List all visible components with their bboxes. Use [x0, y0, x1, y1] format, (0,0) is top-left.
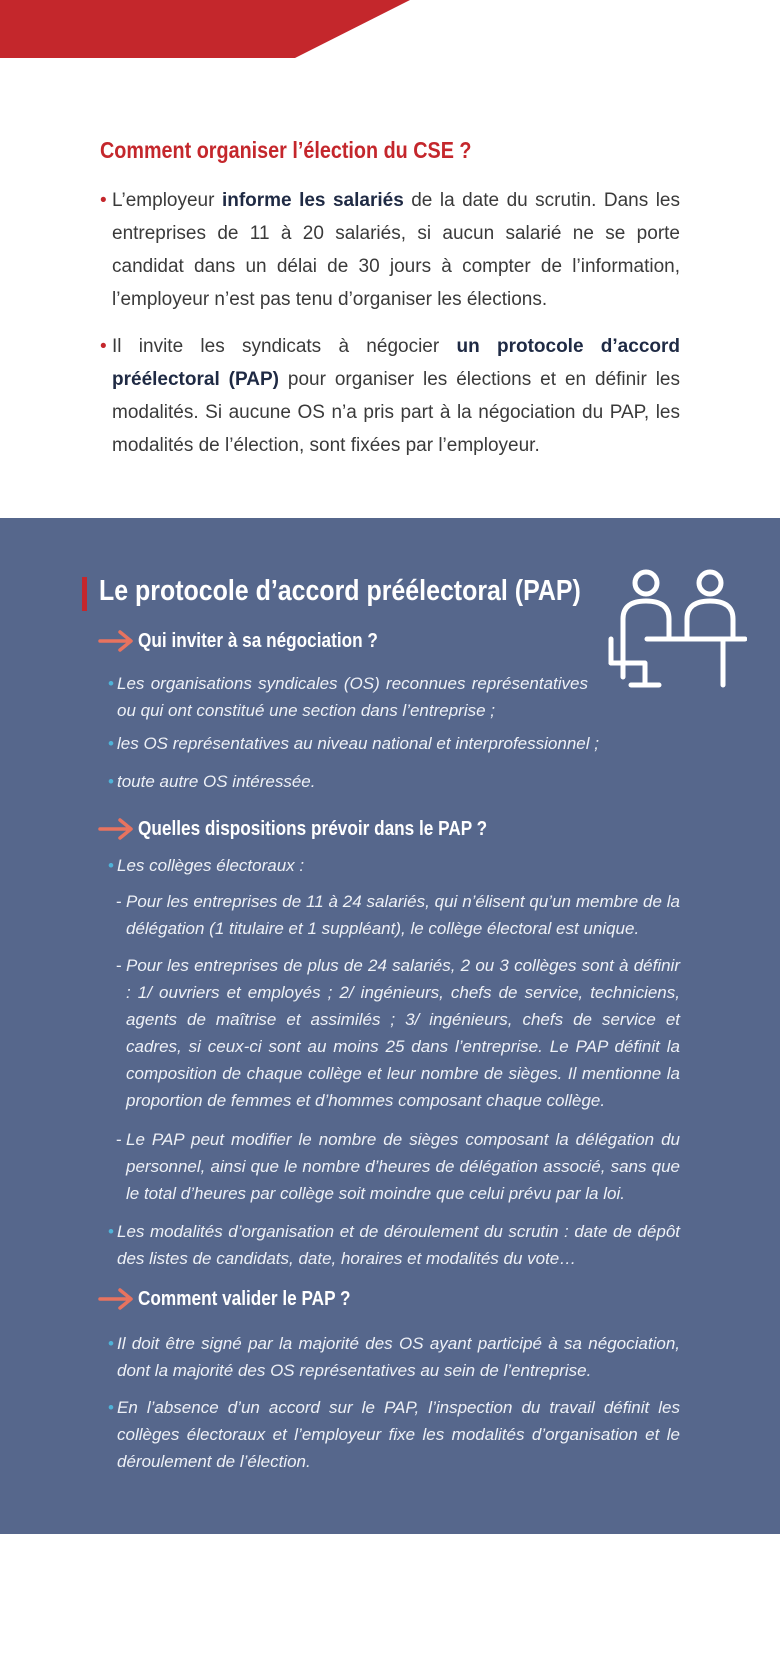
arrow-right-icon — [98, 629, 134, 653]
list-item: • toute autre OS intéressée. — [108, 772, 316, 791]
top-red-banner — [0, 0, 410, 58]
bold-phrase: informe les salariés — [221, 190, 404, 211]
list-item: • Les collèges électoraux : — [108, 856, 305, 875]
bullet: • — [100, 336, 107, 357]
meeting-people-icon — [607, 565, 747, 690]
subheading-pap-provisions: Quelles dispositions prévoir dans le PAP ? — [98, 814, 544, 844]
bold-phrase: un protocole d’accord préélectoral (PAP) — [112, 336, 680, 390]
dash-item: - Pour les entreprises de 11 à 24 salariés, qui n’élisent qu’un membre de la délégation (1 titulaire et 1 suppléant), le collège électoral est unique. — [116, 892, 680, 938]
panel-title: Le protocole d’accord préélectoral (PAP) — [99, 575, 581, 607]
section-title: Comment organiser l’élection du CSE ? — [100, 137, 472, 163]
paragraph-employer-informs: • L’employeur informe les salariés de la date du scrutin. Dans les entreprises de 11 à 20 salariés, si aucun salarié ne se porte candidat dans un délai de 30 jours à compter de l’information, l’employeur n’est pas tenu d’organiser les élections. — [100, 184, 680, 316]
list-item: • En l’absence d’un accord sur le PAP, l’inspection du travail définit les collèges électoraux et l’employeur fixe les modalités d’organisation et le déroulement de l’élection. — [108, 1398, 680, 1471]
paragraph-invite-unions: • Il invite les syndicats à négocier un protocole d’accord préélectoral (PAP) pour organiser les élections et en définir les modalités. Si aucune OS n’a pris part à la négociation du PAP, les modalités de l’élection, sont fixées par l’employeur. — [100, 330, 680, 462]
list-item: • Les modalités d’organisation et de déroulement du scrutin : date de dépôt des listes de candidats, date, horaires et modalités du vote… — [108, 1222, 680, 1268]
subheading-validate-pap: Comment valider le PAP ? — [98, 1284, 385, 1314]
arrow-right-icon — [98, 1287, 134, 1311]
title-accent-bar — [82, 577, 87, 611]
subheading-who-to-invite: Qui inviter à sa négociation ? — [98, 626, 417, 656]
list-item: • Les organisations syndicales (OS) reconnues représentatives ou qui ont constitué une section dans l’entreprise ; — [108, 674, 588, 720]
list-item: • Il doit être signé par la majorité des OS ayant participé à sa négociation, dont la majorité des OS représentatives au sein de l’entreprise. — [108, 1334, 680, 1380]
dash-item: - Pour les entreprises de plus de 24 salariés, 2 ou 3 collèges sont à définir : 1/ ouvriers et employés ; 2/ ingénieurs, chefs de service, techniciens, agents de maîtrise et assimilés ; 3/ ingénieurs, chefs de service et cadres, si ceux-ci sont au moins 25 dans l’entreprise. Le PAP définit la composition de chaque collège et leur nombre de sièges. Il mentionne la proportion de femmes et d’hommes composant chaque collège. — [116, 956, 680, 1110]
arrow-right-icon — [98, 817, 134, 841]
dash-item: - Le PAP peut modifier le nombre de sièges composant la délégation du personnel, ainsi que le nombre d’heures de délégation associé, sans que le total d’heures par collège soit moindre que celui prévu par la loi. — [116, 1130, 680, 1203]
list-item: • les OS représentatives au niveau national et interprofessionnel ; — [108, 734, 599, 753]
bullet: • — [100, 190, 107, 211]
